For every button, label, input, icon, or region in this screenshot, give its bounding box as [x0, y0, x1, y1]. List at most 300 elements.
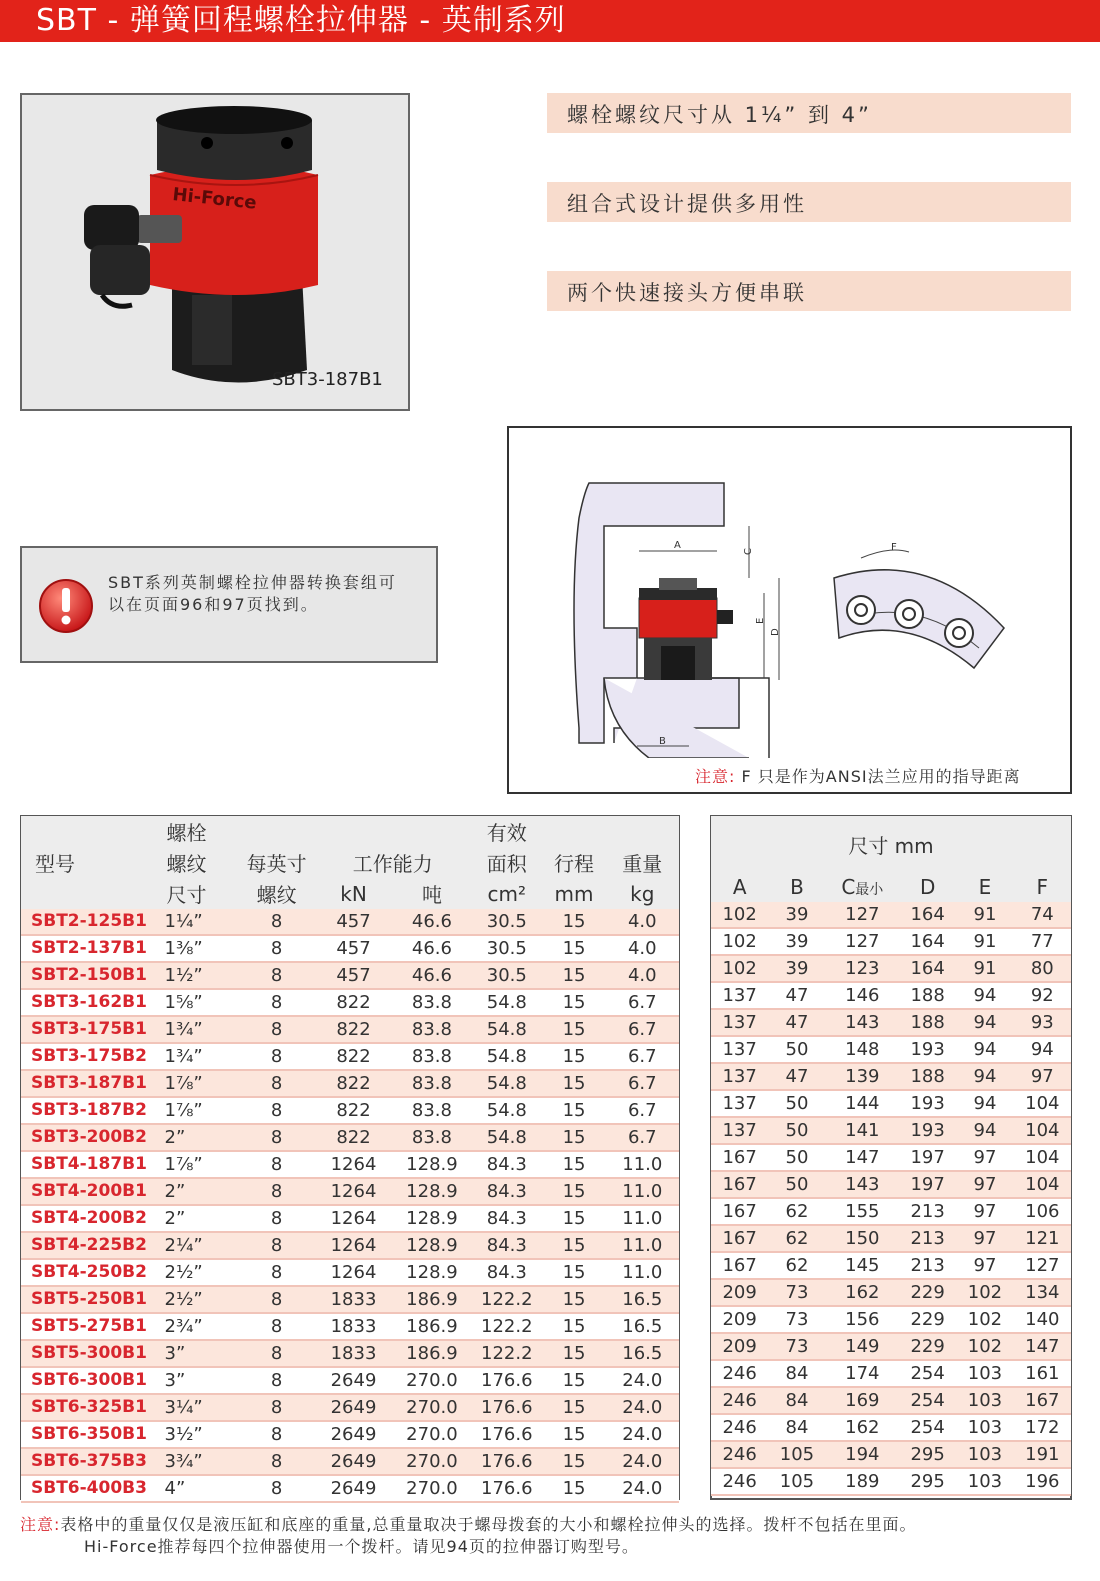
cell-ton: 270.0 — [393, 1367, 471, 1394]
cell-bolt: 3” — [159, 1340, 239, 1367]
cell-area: 84.3 — [471, 1178, 542, 1205]
dim-E-label: E — [755, 617, 766, 624]
cell-bolt: 2½” — [159, 1259, 239, 1286]
col-model: 型号 — [21, 816, 159, 909]
cell-ton: 83.8 — [393, 1070, 471, 1097]
cell-dim-A: 246 — [711, 1387, 768, 1414]
table-row — [21, 962, 679, 989]
cell-ton: 46.6 — [393, 962, 471, 989]
cell-ton: 46.6 — [393, 935, 471, 962]
cell-dim-B: 50 — [768, 1117, 825, 1144]
cell-dim-B: 84 — [768, 1387, 825, 1414]
table-row — [711, 1225, 1071, 1252]
col-area-1: 有效 — [471, 816, 542, 847]
cell-kn: 822 — [314, 1124, 392, 1151]
cell-dim-B: 50 — [768, 1036, 825, 1063]
table-row — [711, 1333, 1071, 1360]
cell-ton: 83.8 — [393, 1043, 471, 1070]
cell-area: 84.3 — [471, 1232, 542, 1259]
cell-dim-A: 137 — [711, 1063, 768, 1090]
cell-stroke: 15 — [542, 1286, 605, 1313]
cell-bolt: 2¾” — [159, 1313, 239, 1340]
dim-col-F: F — [1014, 872, 1071, 902]
cell-ton: 128.9 — [393, 1205, 471, 1232]
table-row — [711, 1306, 1071, 1333]
cell-area: 30.5 — [471, 935, 542, 962]
cell-ton: 128.9 — [393, 1151, 471, 1178]
cell-dim-B: 105 — [768, 1468, 825, 1495]
table-row — [21, 1151, 679, 1178]
cell-kn: 1833 — [314, 1313, 392, 1340]
cell-area: 176.6 — [471, 1448, 542, 1475]
footer-line-1-text: 表格中的重量仅仅是液压缸和底座的重量,总重量取决于螺母拨套的大小和螺栓拉伸头的选择。拨杆不包括在里面。 — [60, 1515, 917, 1534]
cell-bolt: 1⅞” — [159, 1097, 239, 1124]
table-row — [711, 1468, 1071, 1495]
cell-ton: 128.9 — [393, 1178, 471, 1205]
col-bolt-3: 尺寸 — [159, 878, 239, 909]
cell-ton: 270.0 — [393, 1448, 471, 1475]
feature-3-text: 两个快速接头方便串联 — [567, 281, 807, 305]
cell-stroke: 15 — [542, 1340, 605, 1367]
cell-dim-D: 229 — [899, 1279, 956, 1306]
cell-dim-F: 140 — [1014, 1306, 1071, 1333]
cell-kn: 822 — [314, 989, 392, 1016]
table-row — [711, 1063, 1071, 1090]
cell-tpi: 8 — [239, 1340, 314, 1367]
cell-area: 122.2 — [471, 1340, 542, 1367]
cell-model: SBT4-200B1 — [21, 1178, 159, 1205]
table-row — [711, 1252, 1071, 1279]
table-row — [21, 1178, 679, 1205]
cell-dim-E: 94 — [956, 1036, 1013, 1063]
table-row — [21, 1475, 679, 1502]
footer-note — [20, 1514, 1080, 1558]
cell-model: SBT5-250B1 — [21, 1286, 159, 1313]
col-weight-2: kg — [606, 878, 679, 909]
cell-bolt: 3” — [159, 1367, 239, 1394]
cell-kn: 457 — [314, 909, 392, 935]
cell-kn: 822 — [314, 1043, 392, 1070]
table-row — [711, 1441, 1071, 1468]
cell-weight: 6.7 — [606, 1016, 679, 1043]
cell-dim-D: 213 — [899, 1198, 956, 1225]
cell-dim-B: 39 — [768, 928, 825, 955]
cell-dim-D: 213 — [899, 1225, 956, 1252]
cell-dim-B: 62 — [768, 1198, 825, 1225]
col-ton: 吨 — [393, 878, 471, 909]
cell-dim-D: 213 — [899, 1252, 956, 1279]
table-row — [711, 1117, 1071, 1144]
cell-ton: 83.8 — [393, 1097, 471, 1124]
cell-dim-E: 91 — [956, 902, 1013, 928]
cell-stroke: 15 — [542, 1448, 605, 1475]
cell-stroke: 15 — [542, 989, 605, 1016]
cell-dim-E: 94 — [956, 1090, 1013, 1117]
col-area-3: cm² — [471, 878, 542, 909]
cell-weight: 6.7 — [606, 1043, 679, 1070]
cell-dim-D: 295 — [899, 1468, 956, 1495]
dim-col-D: D — [899, 872, 956, 902]
cell-dim-B: 50 — [768, 1144, 825, 1171]
cell-dim-E: 103 — [956, 1360, 1013, 1387]
cell-dim-F: 74 — [1014, 902, 1071, 928]
cell-kn: 2649 — [314, 1475, 392, 1502]
dim-C-label: C — [743, 548, 754, 555]
col-tpi-2: 螺纹 — [239, 878, 314, 909]
table-row — [711, 982, 1071, 1009]
feature-3 — [547, 271, 1071, 311]
cell-dim-A: 102 — [711, 955, 768, 982]
cell-kn: 2649 — [314, 1448, 392, 1475]
cell-dim-F: 92 — [1014, 982, 1071, 1009]
cell-dim-A: 246 — [711, 1360, 768, 1387]
cell-kn: 822 — [314, 1070, 392, 1097]
cell-ton: 186.9 — [393, 1286, 471, 1313]
feature-1 — [547, 93, 1071, 133]
cell-dim-D: 197 — [899, 1144, 956, 1171]
cell-kn: 1264 — [314, 1178, 392, 1205]
cell-bolt: 3¼” — [159, 1394, 239, 1421]
cell-dim-F: 127 — [1014, 1252, 1071, 1279]
cell-kn: 822 — [314, 1016, 392, 1043]
table-row — [21, 989, 679, 1016]
cell-ton: 128.9 — [393, 1232, 471, 1259]
cell-stroke: 15 — [542, 1421, 605, 1448]
cell-dim-A: 209 — [711, 1333, 768, 1360]
cell-dim-E: 97 — [956, 1252, 1013, 1279]
col-tpi-1: 每英寸 — [239, 847, 314, 878]
cell-area: 84.3 — [471, 1151, 542, 1178]
footer-line-1 — [20, 1514, 1080, 1536]
cell-dim-A: 246 — [711, 1441, 768, 1468]
table-row — [711, 1198, 1071, 1225]
cell-dim-A: 246 — [711, 1468, 768, 1495]
cell-dim-D: 197 — [899, 1171, 956, 1198]
cell-dim-E: 94 — [956, 1009, 1013, 1036]
cell-tpi: 8 — [239, 1178, 314, 1205]
cell-kn: 2649 — [314, 1421, 392, 1448]
cell-bolt: 3¾” — [159, 1448, 239, 1475]
cell-model: SBT4-250B2 — [21, 1259, 159, 1286]
cell-model: SBT4-187B1 — [21, 1151, 159, 1178]
cell-dim-D: 193 — [899, 1090, 956, 1117]
cell-stroke: 15 — [542, 962, 605, 989]
cell-tpi: 8 — [239, 1097, 314, 1124]
cell-bolt: 1⅝” — [159, 989, 239, 1016]
cell-weight: 24.0 — [606, 1448, 679, 1475]
cell-dim-D: 188 — [899, 1009, 956, 1036]
cell-dim-D: 229 — [899, 1306, 956, 1333]
cell-dim-A: 209 — [711, 1279, 768, 1306]
cell-dim-F: 93 — [1014, 1009, 1071, 1036]
cell-weight: 6.7 — [606, 1070, 679, 1097]
cell-dim-A: 167 — [711, 1171, 768, 1198]
cell-dim-F: 97 — [1014, 1063, 1071, 1090]
cell-model: SBT4-225B2 — [21, 1232, 159, 1259]
cell-weight: 4.0 — [606, 909, 679, 935]
cell-dim-E: 97 — [956, 1198, 1013, 1225]
cell-dim-F: 196 — [1014, 1468, 1071, 1495]
cell-tpi: 8 — [239, 1313, 314, 1340]
cell-dim-D: 193 — [899, 1036, 956, 1063]
cell-dim-A: 167 — [711, 1144, 768, 1171]
cell-weight: 6.7 — [606, 1124, 679, 1151]
dim-col-C-sub: 最小 — [855, 882, 884, 898]
cell-kn: 1264 — [314, 1259, 392, 1286]
cell-dim-F: 172 — [1014, 1414, 1071, 1441]
cell-weight: 11.0 — [606, 1151, 679, 1178]
cell-dim-C: 149 — [826, 1333, 899, 1360]
cell-dim-B: 84 — [768, 1414, 825, 1441]
dim-F-label: F — [891, 542, 897, 553]
dim-title: 尺寸 mm — [711, 816, 1071, 872]
cell-bolt: 2¼” — [159, 1232, 239, 1259]
table-row — [711, 1171, 1071, 1198]
cell-kn: 1264 — [314, 1205, 392, 1232]
cell-dim-B: 105 — [768, 1441, 825, 1468]
cell-dim-F: 121 — [1014, 1225, 1071, 1252]
table-row — [21, 1340, 679, 1367]
cell-weight: 24.0 — [606, 1475, 679, 1502]
diagram-note — [695, 764, 1021, 787]
table-row — [21, 1313, 679, 1340]
cell-dim-F: 104 — [1014, 1090, 1071, 1117]
dimension-table-body — [711, 902, 1071, 1495]
cell-dim-E: 97 — [956, 1225, 1013, 1252]
cell-weight: 24.0 — [606, 1394, 679, 1421]
cell-dim-A: 137 — [711, 1090, 768, 1117]
cell-area: 176.6 — [471, 1421, 542, 1448]
cell-dim-C: 144 — [826, 1090, 899, 1117]
cell-dim-C: 162 — [826, 1414, 899, 1441]
cell-dim-E: 97 — [956, 1144, 1013, 1171]
cell-stroke: 15 — [542, 1394, 605, 1421]
table-row — [21, 1124, 679, 1151]
cell-dim-B: 50 — [768, 1171, 825, 1198]
cell-ton: 186.9 — [393, 1313, 471, 1340]
cell-stroke: 15 — [542, 1232, 605, 1259]
table-row — [21, 1097, 679, 1124]
cell-model: SBT3-175B2 — [21, 1043, 159, 1070]
cell-dim-F: 134 — [1014, 1279, 1071, 1306]
dimension-drawing — [509, 428, 1070, 758]
cell-stroke: 15 — [542, 1151, 605, 1178]
cell-dim-C: 162 — [826, 1279, 899, 1306]
cell-tpi: 8 — [239, 909, 314, 935]
photo-brand: Hi-Force — [171, 184, 258, 214]
cell-dim-D: 229 — [899, 1333, 956, 1360]
cell-dim-C: 189 — [826, 1468, 899, 1495]
cell-stroke: 15 — [542, 935, 605, 962]
cell-tpi: 8 — [239, 1421, 314, 1448]
cell-tpi: 8 — [239, 1205, 314, 1232]
cell-tpi: 8 — [239, 1124, 314, 1151]
cell-dim-B: 47 — [768, 1063, 825, 1090]
cell-ton: 186.9 — [393, 1340, 471, 1367]
cell-dim-E: 102 — [956, 1279, 1013, 1306]
product-photo — [20, 93, 410, 411]
table-row — [711, 1036, 1071, 1063]
cell-bolt: 2” — [159, 1205, 239, 1232]
warning-icon — [36, 576, 96, 636]
spec-table — [21, 816, 679, 1503]
cell-tpi: 8 — [239, 1286, 314, 1313]
cell-bolt: 2½” — [159, 1286, 239, 1313]
cell-area: 84.3 — [471, 1205, 542, 1232]
col-area-2: 面积 — [471, 847, 542, 878]
dimension-diagram — [507, 426, 1072, 794]
cell-area: 176.6 — [471, 1367, 542, 1394]
cell-dim-D: 254 — [899, 1414, 956, 1441]
cell-dim-C: 143 — [826, 1171, 899, 1198]
cell-ton: 270.0 — [393, 1421, 471, 1448]
cell-dim-B: 39 — [768, 902, 825, 928]
cell-model: SBT2-125B1 — [21, 909, 159, 935]
cell-ton: 270.0 — [393, 1394, 471, 1421]
cell-dim-A: 167 — [711, 1225, 768, 1252]
cell-tpi: 8 — [239, 935, 314, 962]
cell-dim-F: 104 — [1014, 1144, 1071, 1171]
cell-model: SBT6-350B1 — [21, 1421, 159, 1448]
cell-dim-B: 47 — [768, 1009, 825, 1036]
table-row — [21, 1448, 679, 1475]
cell-area: 54.8 — [471, 1097, 542, 1124]
cell-ton: 83.8 — [393, 989, 471, 1016]
cell-weight: 11.0 — [606, 1259, 679, 1286]
cell-dim-A: 137 — [711, 1117, 768, 1144]
conversion-note-box — [20, 546, 438, 663]
cell-dim-C: 146 — [826, 982, 899, 1009]
page-header — [0, 0, 1100, 42]
cell-dim-A: 102 — [711, 902, 768, 928]
cell-dim-E: 94 — [956, 1063, 1013, 1090]
table-row — [21, 1367, 679, 1394]
cell-bolt: 1⅞” — [159, 1151, 239, 1178]
cell-model: SBT5-300B1 — [21, 1340, 159, 1367]
cell-weight: 4.0 — [606, 935, 679, 962]
cell-dim-D: 193 — [899, 1117, 956, 1144]
dim-col-B: B — [768, 872, 825, 902]
cell-dim-C: 147 — [826, 1144, 899, 1171]
cell-kn: 2649 — [314, 1367, 392, 1394]
cell-dim-B: 62 — [768, 1225, 825, 1252]
cell-dim-E: 103 — [956, 1441, 1013, 1468]
cell-bolt: 1½” — [159, 962, 239, 989]
cell-stroke: 15 — [542, 1124, 605, 1151]
photo-caption: SBT3-187B1 — [272, 369, 383, 390]
cell-area: 30.5 — [471, 962, 542, 989]
cell-model: SBT4-200B2 — [21, 1205, 159, 1232]
cell-bolt: 2” — [159, 1178, 239, 1205]
cell-weight: 11.0 — [606, 1232, 679, 1259]
cell-stroke: 15 — [542, 1367, 605, 1394]
cell-area: 54.8 — [471, 1043, 542, 1070]
table-row — [711, 902, 1071, 928]
table-row — [711, 1009, 1071, 1036]
cell-weight: 24.0 — [606, 1421, 679, 1448]
table-row — [711, 1144, 1071, 1171]
spec-table-body — [21, 909, 679, 1502]
cell-tpi: 8 — [239, 1448, 314, 1475]
cell-model: SBT6-375B3 — [21, 1448, 159, 1475]
cell-bolt: 1¾” — [159, 1043, 239, 1070]
cell-area: 176.6 — [471, 1394, 542, 1421]
cell-dim-D: 164 — [899, 928, 956, 955]
cell-kn: 1264 — [314, 1232, 392, 1259]
dimension-table — [711, 816, 1071, 1496]
cell-dim-C: 127 — [826, 928, 899, 955]
cell-stroke: 15 — [542, 1016, 605, 1043]
feature-2-text: 组合式设计提供多用性 — [567, 192, 807, 216]
cell-bolt: 1¾” — [159, 1016, 239, 1043]
col-bolt-2: 螺纹 — [159, 847, 239, 878]
page-title: SBT - 弹簧回程螺栓拉伸器 - 英制系列 — [36, 3, 566, 38]
cell-bolt: 3½” — [159, 1421, 239, 1448]
footer-line-2: Hi-Force推荐每四个拉伸器使用一个拨杆。请见94页的拉伸器订购型号。 — [84, 1537, 639, 1556]
table-row — [21, 1421, 679, 1448]
cell-dim-D: 254 — [899, 1387, 956, 1414]
cell-stroke: 15 — [542, 1043, 605, 1070]
cell-stroke: 15 — [542, 1475, 605, 1502]
cell-dim-F: 104 — [1014, 1117, 1071, 1144]
cell-tpi: 8 — [239, 962, 314, 989]
cell-dim-A: 167 — [711, 1252, 768, 1279]
cell-tpi: 8 — [239, 1232, 314, 1259]
cell-stroke: 15 — [542, 1097, 605, 1124]
table-row — [21, 1286, 679, 1313]
cell-weight: 11.0 — [606, 1178, 679, 1205]
cell-area: 176.6 — [471, 1475, 542, 1502]
cell-area: 30.5 — [471, 909, 542, 935]
cell-model: SBT3-162B1 — [21, 989, 159, 1016]
cell-model: SBT6-325B1 — [21, 1394, 159, 1421]
tensioner-illustration — [22, 95, 408, 409]
cell-dim-F: 147 — [1014, 1333, 1071, 1360]
feature-1-text: 螺栓螺纹尺寸从 1¼” 到 4” — [567, 103, 872, 127]
col-weight-1: 重量 — [606, 847, 679, 878]
cell-tpi: 8 — [239, 1394, 314, 1421]
cell-kn: 1833 — [314, 1340, 392, 1367]
cell-stroke: 15 — [542, 909, 605, 935]
table-row — [21, 1232, 679, 1259]
cell-dim-F: 80 — [1014, 955, 1071, 982]
cell-weight: 6.7 — [606, 1097, 679, 1124]
dim-col-E: E — [956, 872, 1013, 902]
cell-dim-D: 164 — [899, 902, 956, 928]
cell-dim-E: 103 — [956, 1468, 1013, 1495]
cell-area: 122.2 — [471, 1313, 542, 1340]
cell-area: 54.8 — [471, 1124, 542, 1151]
cell-tpi: 8 — [239, 1475, 314, 1502]
cell-dim-F: 191 — [1014, 1441, 1071, 1468]
cell-model: SBT6-400B3 — [21, 1475, 159, 1502]
cell-dim-A: 246 — [711, 1414, 768, 1441]
cell-dim-B: 73 — [768, 1333, 825, 1360]
dim-col-C — [826, 872, 899, 902]
cell-dim-A: 102 — [711, 928, 768, 955]
cell-model: SBT2-137B1 — [21, 935, 159, 962]
cell-model: SBT3-200B2 — [21, 1124, 159, 1151]
cell-dim-F: 106 — [1014, 1198, 1071, 1225]
cell-area: 122.2 — [471, 1286, 542, 1313]
cell-stroke: 15 — [542, 1259, 605, 1286]
cell-dim-E: 91 — [956, 955, 1013, 982]
cell-dim-E: 97 — [956, 1171, 1013, 1198]
cell-kn: 822 — [314, 1097, 392, 1124]
cell-model: SBT3-187B1 — [21, 1070, 159, 1097]
dim-col-A: A — [711, 872, 768, 902]
cell-weight: 16.5 — [606, 1313, 679, 1340]
